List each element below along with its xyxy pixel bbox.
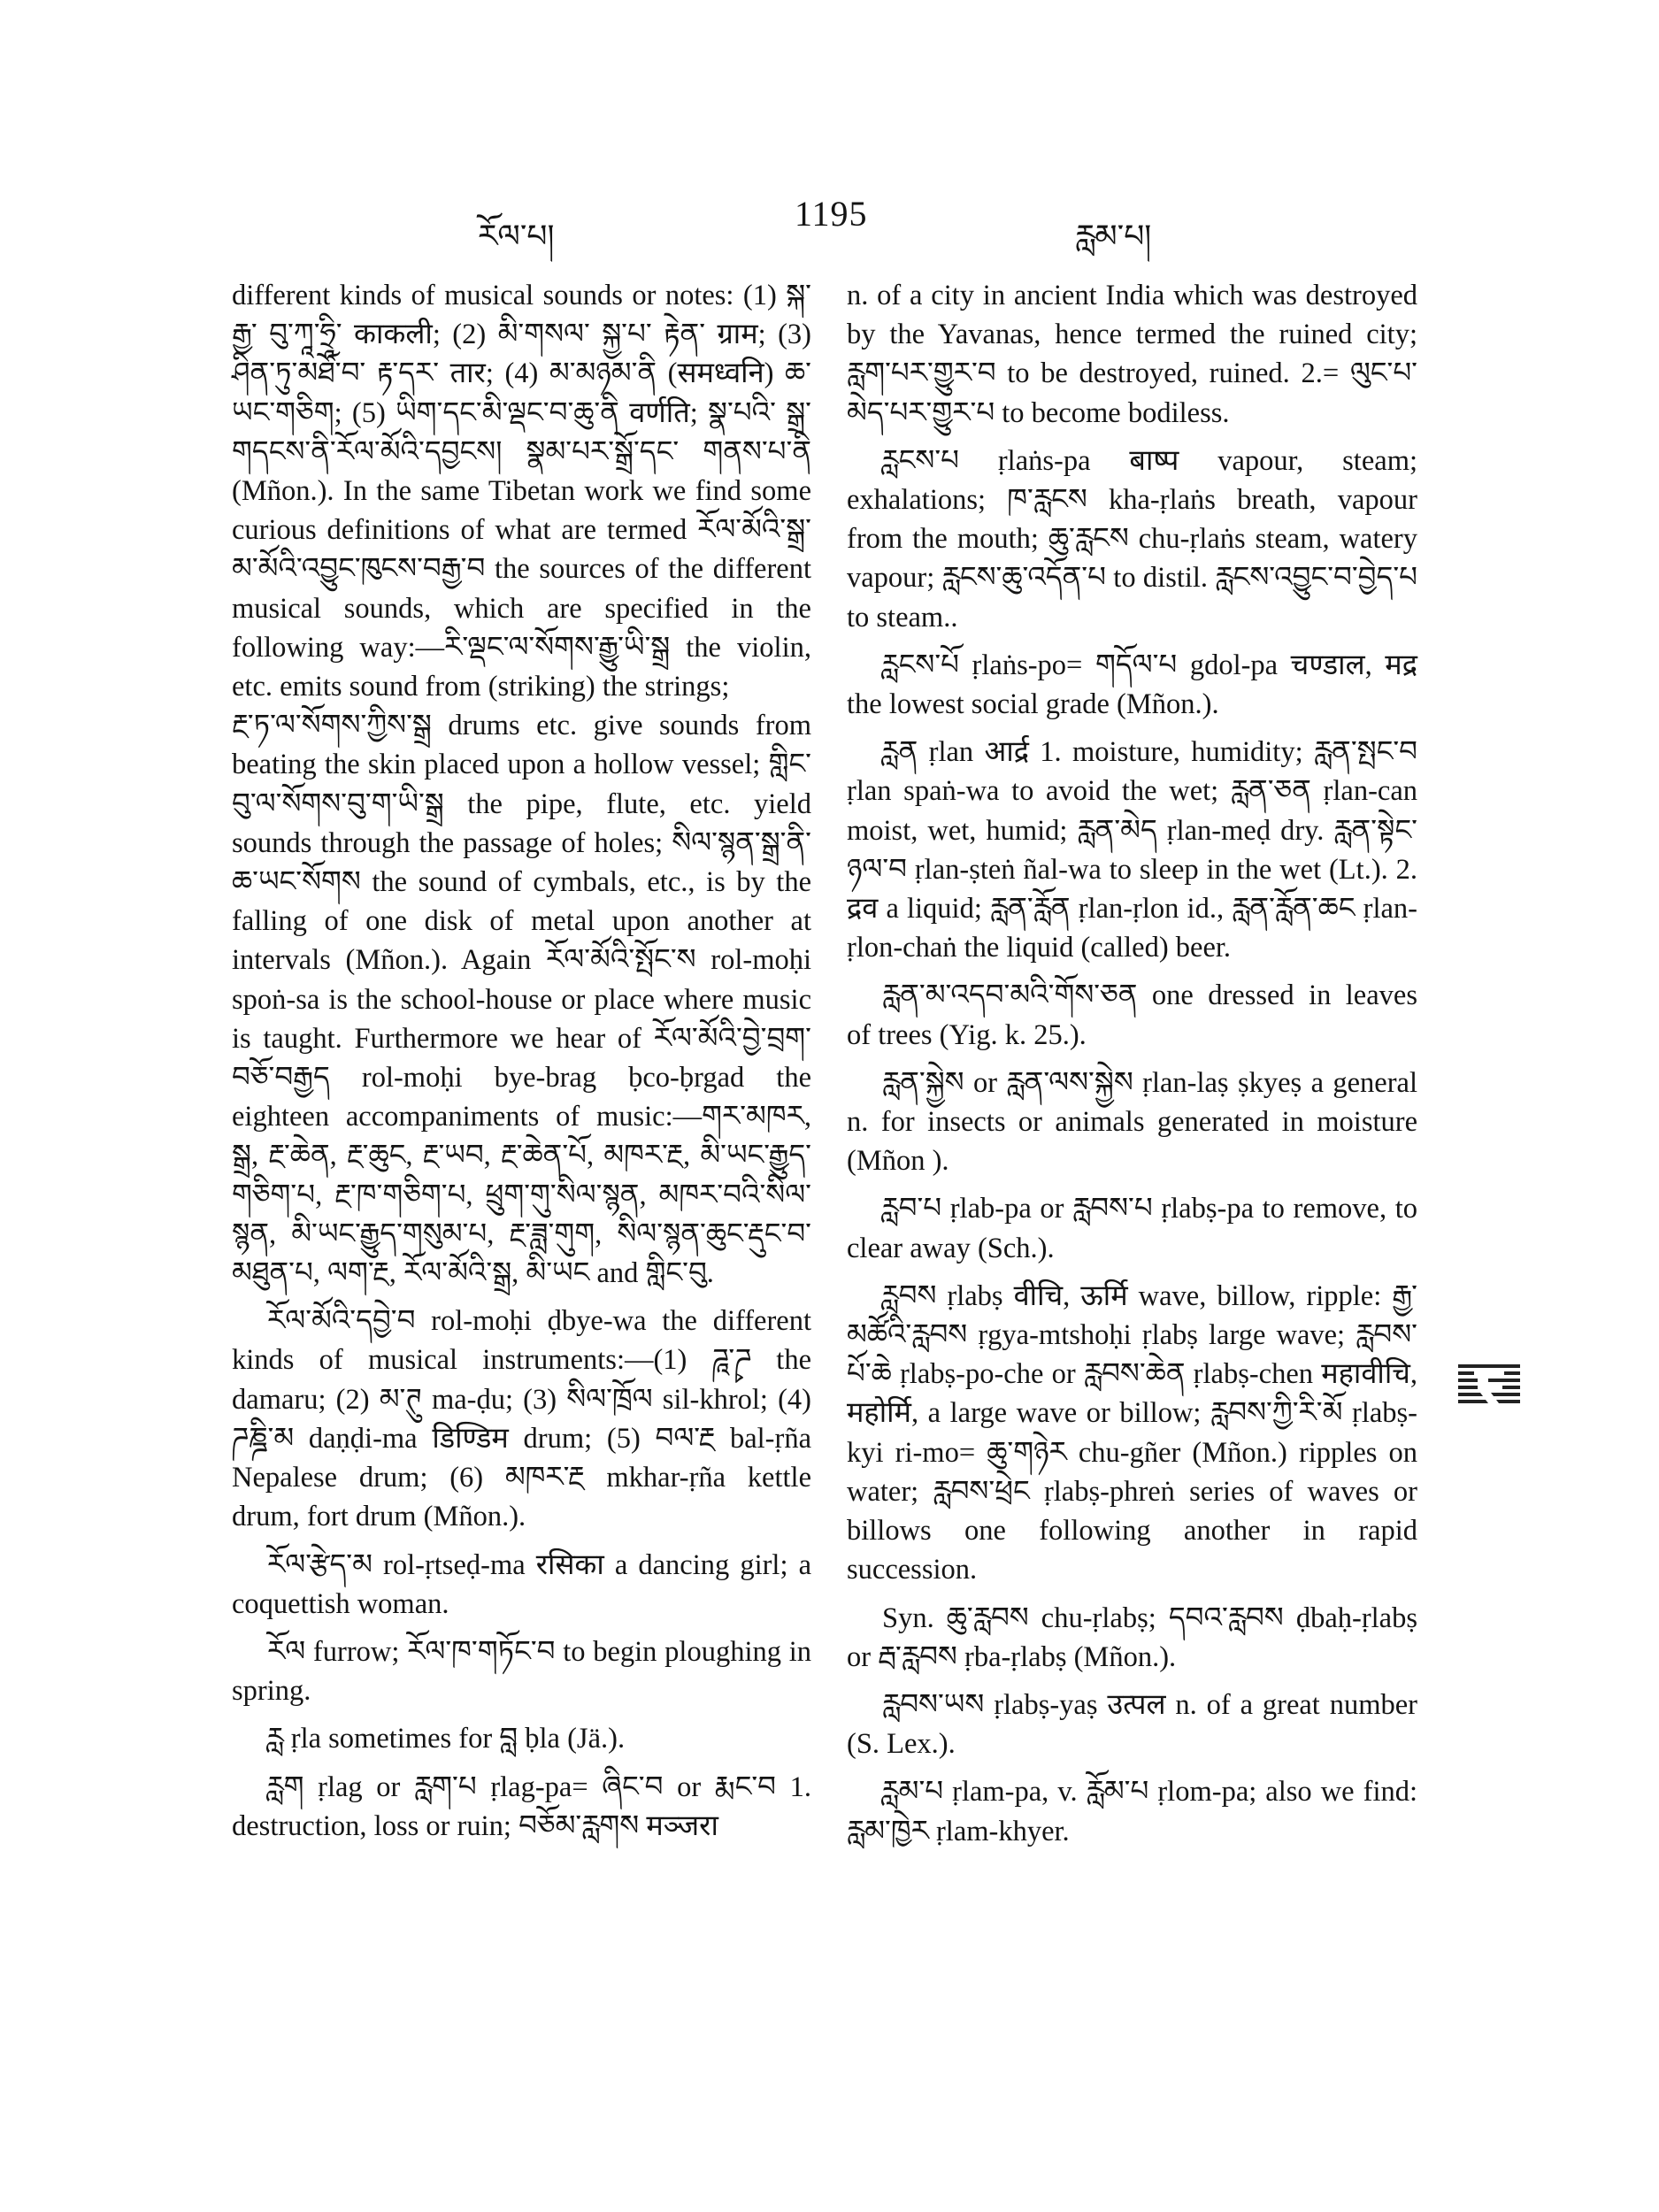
- dictionary-entry: Syn. ཆུ་རླབས chu-ṛlabṣ; དབའ་རླབས ḍbaḥ-ṛlabṣ or རྦ་རླབས ṛba-ṛlabṣ (Mñon.).: [847, 1601, 1417, 1673]
- dictionary-entry: ཪླམ་པ ṛlam-pa, v. རློམ་པ ṛlom-pa; also we find: རླམ་ཁྱེར ṛlam-khyer.: [847, 1776, 1417, 1847]
- dictionary-entry: རླན་སྐྱེས or རླན་ལས་སྐྱེས ṛlan-laṣ ṣkyeṣ a general n. for insects or animals generated in moisture (Mñon ).: [847, 1066, 1417, 1178]
- dictionary-entry: རོལ furrow; རོལ་ཁ་གཏོང་བ to begin ploughing in spring.: [232, 1635, 811, 1708]
- dictionary-entry: རླན་མ་འདབ་མའི་གོས་ཅན one dressed in leaves of trees (Yig. k. 25.).: [847, 979, 1417, 1051]
- left-column: [232, 276, 811, 1846]
- dictionary-entry: རོལ་མོའི་དབྱེ་བ rol-moḥi ḍbye-wa the different kinds of musical instruments:—(1) ཌཱ་ཌྭ the damaru; (2) མ་ཊུ ma-ḍu; (3) སིལ་ཁྲོལ sil-khrol; (4) ཌཎྜི་མ daṇḍi-ma डिण्डिम drum; (5) བལ་རྔ bal-ṛña Nepalese drum; (6) མཁར་རྔ mkhar-ṛña kettle drum, fort drum (Mñon.).: [232, 1305, 811, 1533]
- running-head-left: རོལ་པ།: [478, 219, 555, 254]
- page-header: [0, 193, 1659, 254]
- dictionary-entry: ཪླངས་པོ ṛlaṅs-po= གདོལ་པ gdol-pa चण्डाल, मद्र the lowest social grade (Mñon.).: [847, 649, 1417, 721]
- continued-paragraph: རྔ་ཏ་ལ་སོགས་ཀྱིས་སྒྲ drums etc. give sounds from beating the skin placed upon a hollow vessel; གླིང་བུ་ལ་སོགས་བུ་ག་ཡི་སྒྲ the pipe, flute, etc. yield sounds through the passage of holes; སིལ་སྙན་སྒྲ་ནི་ཆ་ཡང་སོགས the sound of cymbals, etc., is by the falling of one disk of metal upon another at intervals (Mñon.). Again རོལ་མོའི་སྤོང་ས rol-moḥi spoṅ-sa is the school-house or place where music is taught. Furthermore we hear of རོལ་མོའི་བྱེ་བྲག་བཅོ་བརྒྱད rol-moḥi bye-brag ḅco-ḅrgad the eighteen accompaniments of music:—གར་མཁར, སྒྲ, རྔ་ཆེན, རྔ་ཆུང, རྔ་ཡབ, རྔ་ཆེན་པོ, མཁར་རྔ, མི་ཡང་རྒྱུད་གཅིག་པ, རྔ་ཁ་གཅིག་པ, ཕྲུག་གུ་སིལ་སྙན, མཁར་བའི་སིལ་སྙན, མི་ཡང་རྒྱུད་གསུམ་པ, རྔ་ཟླ་གུག, སིལ་སྙན་ཆུང་རྡུང་བ་མཐུན་པ, ལག་རྔ, རོལ་མོའི་སྒྲ, མི་ཡང and གླིང་བུ.: [232, 710, 811, 1290]
- dictionary-entry: ཪླན ṛlan आर्द्र 1. moisture, humidity; རླན་སྤང་བ ṛlan spaṅ-wa to avoid the wet; རླན་ཅན ṛlan-can moist, wet, humid; རླན་མེད ṛlan-meḍ dry. རླན་སྟེང་ཉལ་བ ṛlan-ṣteṅ ñal-wa to sleep in the wet (Lt.). 2. द्रव a liquid; རླན་རློན ṛlan-ṛlon id., རླན་རློན་ཆང ṛlan-ṛlon-chaṅ the liquid (called) beer.: [847, 736, 1417, 964]
- right-column: [847, 276, 1417, 1851]
- dictionary-entry: ཪླབ་པ ṛlab-pa or རླབས་པ ṛlabṣ-pa to remove, to clear away (Sch.).: [847, 1193, 1417, 1264]
- continued-paragraph: different kinds of musical sounds or notes: (1) སྐ་རྒྱ་ བུ་ཀཱ་ཧྲཱི་ काकली; (2) མི་གསལ་ སྐྱ་པ་ རྟེན་ ग्राम; (3) ཤིན་ཏུ་མཐོ་བ་ རྟ་དར་ तार; (4) མ་མཉམ་ནི (समध्वनि) ཆ་ཡང་གཅིག; (5) ཡིག་དང་མི་ལྡང་བ་ཆུ་ནི वर्णति; སྣ་པའི་ སྒྲ་གདངས་ནི་རོལ་མོའི་དབྱངས། སྣམ་པར་སྒྲོ་དང་ གནས་པ་ནི (Mñon.). In the same Tibetan work we find some curious definitions of what are termed རོལ་མོའི་སྒྲ་མ་མོའི་འབྱུང་ཁུངས་བརྒྱ་བ the sources of the different musical sounds, which are specified in the following way:—རི་ལྡང་ལ་སོགས་རྒྱུ་ཡི་སྒྲ the violin, etc. emits sound from (striking) the strings;: [232, 280, 811, 703]
- running-head-right: རླམ་པ།: [1075, 219, 1152, 254]
- dictionary-entry: ཪླག ṛlag or རླག་པ ṛlag-pa= ཞིང་བ or རྨང་བ 1. destruction, loss or ruin; བཅོམ་རླགས मञ्जरा: [232, 1770, 811, 1842]
- dictionary-entry: ཪླངས་པ ṛlaṅs-pa बाष्प vapour, steam; exhalations; ཁ་རླངས kha-ṛlaṅs breath, vapour from the mouth; ཆུ་རླངས chu-ṛlaṅs steam, watery vapour; རླངས་ཆུ་འདོན་པ to distil. རླངས་འབྱུང་བ་བྱེད་པ to steam..: [847, 444, 1417, 634]
- page-number: 1195: [795, 194, 868, 234]
- dictionary-entry: ཪླ ṛla sometimes for བླ ḅla (Jä.).: [267, 1723, 626, 1755]
- thumb-index-letter-icon: [1458, 1363, 1520, 1409]
- dictionary-entry: རོལ་རྩེད་མ rol-ṛtseḍ-ma रसिका a dancing girl; a coquettish woman.: [232, 1548, 811, 1620]
- dictionary-entry: ཪླབས ṛlabṣ वीचि, ऊर्मि wave, billow, ripple: རྒྱ་མཚོའི་རླབས ṛgya-mtshoḥi ṛlabṣ large wave; རླབས་པོ་ཆེ ṛlabṣ-po-che or རླབས་ཆེན ṛlabṣ-chen महावीचि, महोर्मि, a large wave or billow; རླབས་ཀྱི་རི་མོ ṛlabṣ-kyi ri-mo= ཆུ་གཉེར chu-gñer (Mñon.) ripples on water; རླབས་ཕྲེང ṛlabṣ-phreṅ series of waves or billows one following another in rapid succession.: [847, 1279, 1417, 1586]
- continued-entry: n. of a city in ancient India which was destroyed by the Yavanas, hence termed the ruined city; རླག་པར་གྱུར་བ to be destroyed, ruined. 2.= ལུང་པ་མེད་པར་གྱུར་པ to become bodiless.: [847, 280, 1417, 429]
- dictionary-entry: རླབས་ཡས ṛlabṣ-yaṣ उत्पल n. of a great number (S. Lex.).: [847, 1688, 1417, 1761]
